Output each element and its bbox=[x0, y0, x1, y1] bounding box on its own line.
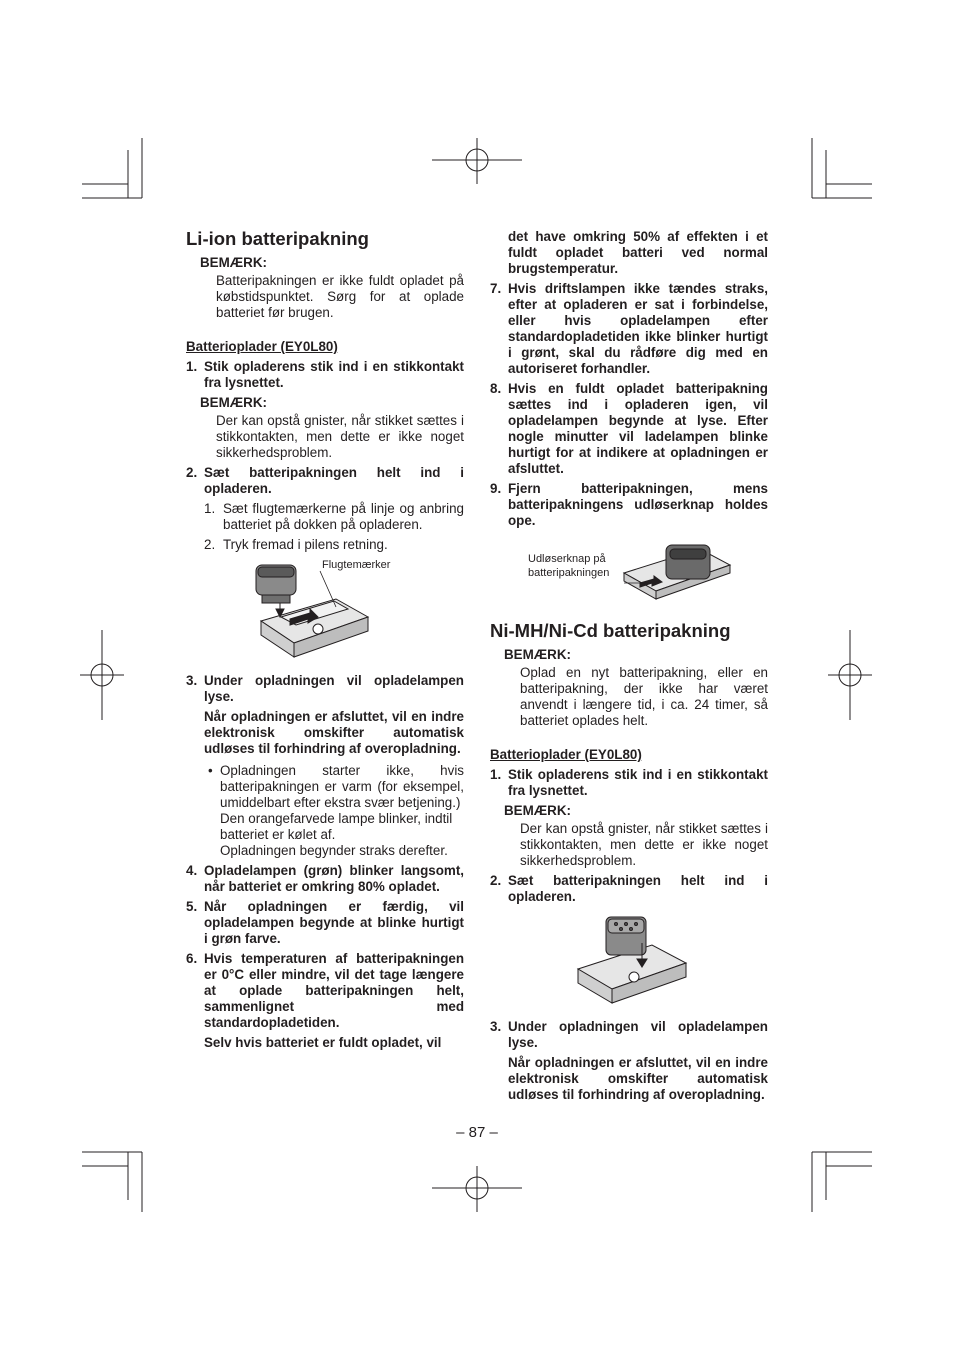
step-6: 6. Hvis temperaturen af batteripakningen er 0°C eller mindre, vil det tage længere at oplade batteripakningen helt, sammenlignet med standardopladetiden. bbox=[186, 951, 464, 1030]
step-2-substep-1: 1. Sæt flugtemærkerne på linje og anbring batteriet på dokken på opladeren. bbox=[204, 501, 464, 532]
step-2-substep-2: 2. Tryk fremad i pilens retning. bbox=[204, 537, 388, 552]
step-2: 2. Sæt batteripakningen helt ind i opladeren. bbox=[490, 873, 768, 904]
section-title-ni-mh: Ni-MH/Ni-Cd batteripakning bbox=[490, 620, 731, 641]
note-text: Der kan opstå gnister, når stikket sættes i stikkontakten, men dette er ikke noget sikkerhedsproblem. bbox=[216, 413, 464, 460]
bullet-item: • Opladningen starter ikke, hvis batteripakningen er varm (for eksempel, umiddelbart efter ekstra svær betjening.) bbox=[208, 763, 464, 810]
left-column bbox=[186, 227, 464, 1051]
bullet-continued: Opladningen begynder straks derefter. bbox=[220, 843, 448, 858]
step-6-continued: Selv hvis batteriet er fuldt opladet, vil bbox=[204, 1035, 442, 1050]
figure-ni-mh-charger bbox=[490, 915, 768, 1011]
charger-illustration-1 bbox=[186, 559, 464, 667]
step-5: 5. Når opladningen er færdig, vil opladelampen begynde at blinke hurtigt i grøn farve. bbox=[186, 899, 464, 946]
note-heading: BEMÆRK: bbox=[200, 255, 267, 270]
note-heading: BEMÆRK: bbox=[504, 647, 571, 662]
charger-heading: Batterioplader (EY0L80) bbox=[490, 747, 642, 762]
figure-label-release-button-line1: Udløserknap på bbox=[528, 553, 606, 565]
step-3-continued: Når opladningen er afsluttet, vil en indre elektronisk omskifter automatisk udløses til forhindring af overopladning. bbox=[508, 1055, 768, 1102]
step-6-continued: det have omkring 50% af effekten i et fuldt opladet batteri ved normal brugstemperatur. bbox=[508, 229, 768, 276]
figure-release-button bbox=[490, 539, 768, 601]
page-number: – 87 – bbox=[456, 1124, 498, 1141]
step-1: 1. Stik opladerens stik ind i en stikkontakt fra lysnettet. bbox=[490, 767, 768, 798]
step-1: 1. Stik opladerens stik ind i en stikkontakt fra lysnettet. bbox=[186, 359, 464, 390]
section-title-li-ion: Li-ion batteripakning bbox=[186, 228, 369, 249]
charger-illustration-3 bbox=[490, 915, 768, 1011]
note-heading: BEMÆRK: bbox=[504, 803, 571, 818]
step-9: 9. Fjern batteripakningen, mens batteripakningens udløserknap holdes ope. bbox=[490, 481, 768, 528]
note-text: Oplad en nyt batteripakning, eller en batteripakning, der ikke har været anvendt i længere tid, i ca. 24 timer, så batteriet oplades helt. bbox=[520, 665, 768, 728]
figure-charger-alignment bbox=[186, 559, 464, 667]
note-text: Der kan opstå gnister, når stikket sættes i stikkontakten, men dette er ikke noget sikkerhedsproblem. bbox=[520, 821, 768, 868]
step-2: 2. Sæt batteripakningen helt ind i opladeren. bbox=[186, 465, 464, 496]
step-3: 3. Under opladningen vil opladelampen lyse. bbox=[490, 1019, 768, 1050]
note-text: Batteripakningen er ikke fuldt opladet på købstidspunktet. Sørg for at oplade batteriet før brugen. bbox=[216, 273, 464, 320]
bullet-continued: Den orangefarvede lampe blinker, indtil batteriet er kølet af. bbox=[220, 811, 453, 842]
step-7: 7. Hvis driftslampen ikke tændes straks, efter at opladeren er sat i forbindelse, eller hvis opladelampen efter standardopladetiden ikke blinker hurtigt i grønt, skal du rådføre dig med en autoriseret forhandler. bbox=[490, 281, 768, 376]
step-8: 8. Hvis en fuldt opladet batteripakning sættes ind i opladeren igen, vil opladelampen begynde at lyse. Efter nogle minutter vil ladelampen blinke hurtigt for at indikere at opladningen er afsluttet. bbox=[490, 381, 768, 476]
figure-label-alignment-marks: Flugtemærker bbox=[322, 559, 391, 571]
charger-heading: Batterioplader (EY0L80) bbox=[186, 339, 338, 354]
figure-label-release-button-line2: batteripakningen bbox=[528, 567, 610, 579]
note-heading: BEMÆRK: bbox=[200, 395, 267, 410]
step-3-continued: Når opladningen er afsluttet, vil en indre elektronisk omskifter automatisk udløses til forhindring af overopladning. bbox=[204, 709, 464, 756]
right-column bbox=[490, 227, 768, 1103]
step-4: 4. Opladelampen (grøn) blinker langsomt, når batteriet er omkring 80% opladet. bbox=[186, 863, 464, 894]
step-3: 3. Under opladningen vil opladelampen lyse. bbox=[186, 673, 464, 704]
